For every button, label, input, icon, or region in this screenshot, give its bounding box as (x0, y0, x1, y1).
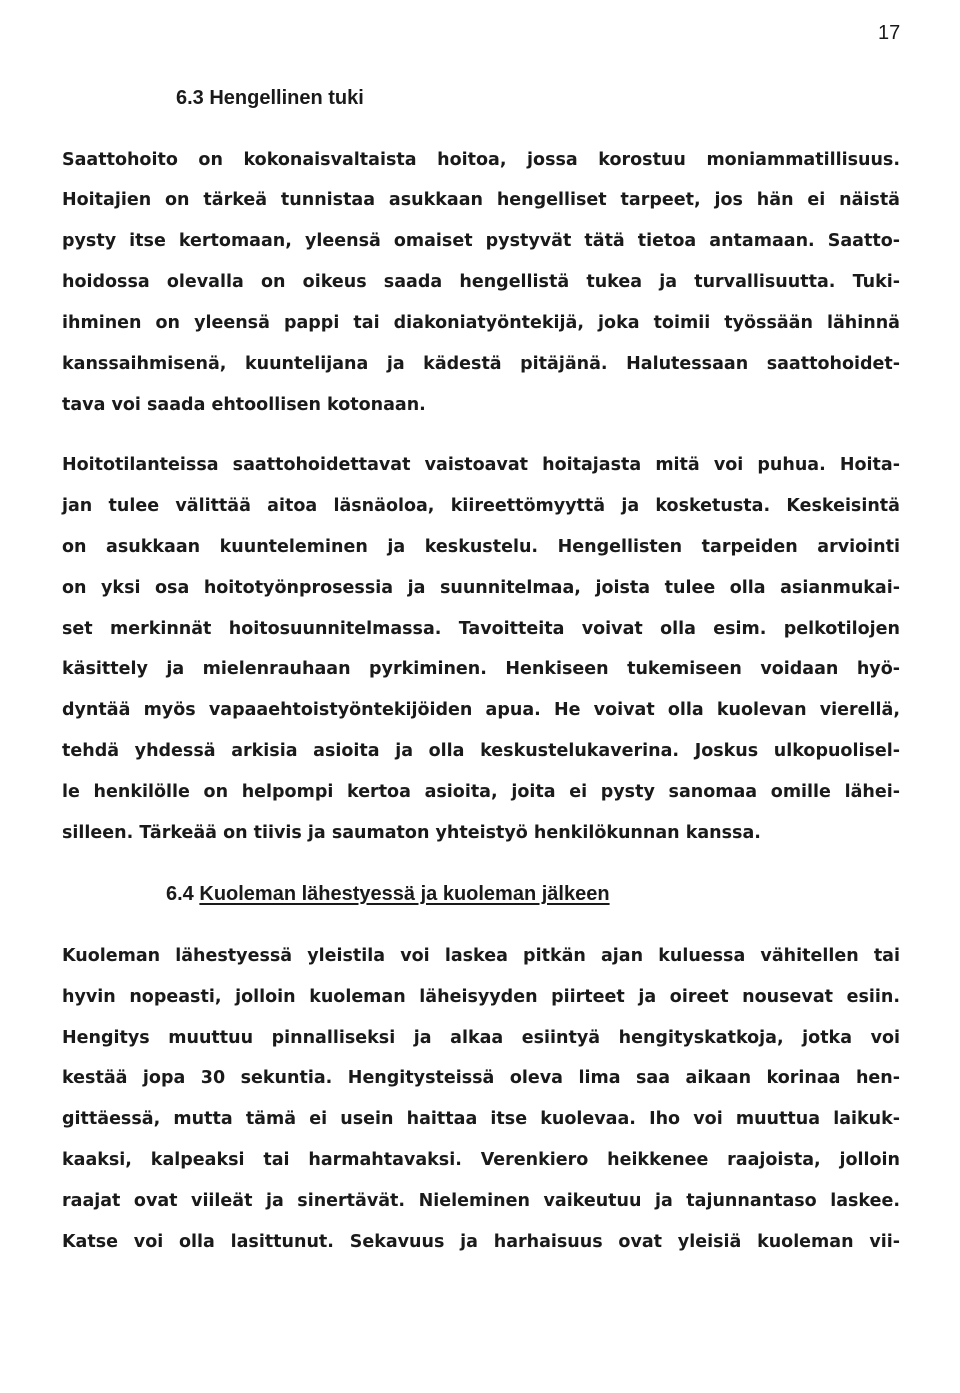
text-line: gittäessä, mutta tämä ei usein haittaa itse kuolevaa. Iho voi muuttua laikuk- (62, 1109, 900, 1129)
text-line: Hengitys muuttuu pinnalliseksi ja alkaa esiintyä hengityskatkoja, jotka voi (62, 1028, 900, 1048)
text-line: Hoitajien on tärkeä tunnistaa asukkaan hengelliset tarpeet, jos hän ei näistä (62, 190, 900, 210)
text-line: Katse voi olla lasittunut. Sekavuus ja harhaisuus ovat yleisiä kuoleman vii- (62, 1232, 900, 1252)
text-line: Saattohoito on kokonaisvaltaista hoitoa, jossa korostuu moniammatillisuus. (62, 150, 900, 170)
text-line: käsittely ja mielenrauhaan pyrkiminen. Henkiseen tukemiseen voidaan hyö- (62, 659, 900, 679)
text-line: jan tulee välittää aitoa läsnäoloa, kiireettömyyttä ja kosketusta. Keskeisintä (62, 496, 900, 516)
section-heading-hengellinen-tuki: 6.3 Hengellinen tuki (176, 87, 364, 109)
text-line: hoidossa olevalla on oikeus saada hengellistä tukea ja turvallisuutta. Tuki- (62, 272, 900, 292)
text-line: silleen. Tärkeää on tiivis ja saumaton yhteistyö henkilökunnan kanssa. (62, 823, 761, 843)
section-number: 6.4 (166, 883, 194, 905)
text-line: ihminen on yleensä pappi tai diakoniatyöntekijä, joka toimii työssään lähinnä (62, 313, 900, 333)
text-line: kestää jopa 30 sekuntia. Hengitysteissä oleva lima saa aikaan korinaa hen- (62, 1068, 900, 1088)
text-line: set merkinnät hoitosuunnitelmassa. Tavoitteita voivat olla esim. pelkotilojen (62, 619, 900, 639)
text-line: Kuoleman lähestyessä yleistila voi laskea pitkän ajan kuluessa vähitellen tai (62, 946, 900, 966)
text-line: on asukkaan kuunteleminen ja keskustelu. Hengellisten tarpeiden arviointi (62, 537, 900, 557)
section-heading-kuoleman-lahestyessa (166, 882, 610, 906)
text-line: raajat ovat viileät ja sinertävät. Nieleminen vaikeutuu ja tajunnantaso laskee. (62, 1191, 900, 1211)
text-line: le henkilölle on helpompi kertoa asioita, joita ei pysty sanomaa omille lähei- (62, 782, 900, 802)
text-line: pysty itse kertomaan, yleensä omaiset pystyvät tätä tietoa antamaan. Saatto- (62, 231, 900, 251)
text-line: Hoitotilanteissa saattohoidettavat vaistoavat hoitajasta mitä voi puhua. Hoita- (62, 455, 900, 475)
text-line: on yksi osa hoitotyönprosessia ja suunnitelmaa, joista tulee olla asianmukai- (62, 578, 900, 598)
text-line: hyvin nopeasti, jolloin kuoleman läheisyyden piirteet ja oireet nousevat esiin. (62, 987, 900, 1007)
text-line: tava voi saada ehtoollisen kotonaan. (62, 395, 426, 415)
text-line: kanssaihmisenä, kuuntelijana ja kädestä pitäjänä. Halutessaan saattohoidet- (62, 354, 900, 374)
text-line: kaaksi, kalpeaksi tai harmahtavaksi. Verenkiero heikkenee raajoista, jolloin (62, 1150, 900, 1170)
text-line: dyntää myös vapaaehtoistyöntekijöiden apua. He voivat olla kuolevan vierellä, (62, 700, 900, 720)
text-line: tehdä yhdessä arkisia asioita ja olla keskustelukaverina. Joskus ulkopuolisel- (62, 741, 900, 761)
page-number: 17 (878, 22, 901, 44)
section-title: Kuoleman lähestyessä ja kuoleman jälkeen (199, 883, 610, 905)
